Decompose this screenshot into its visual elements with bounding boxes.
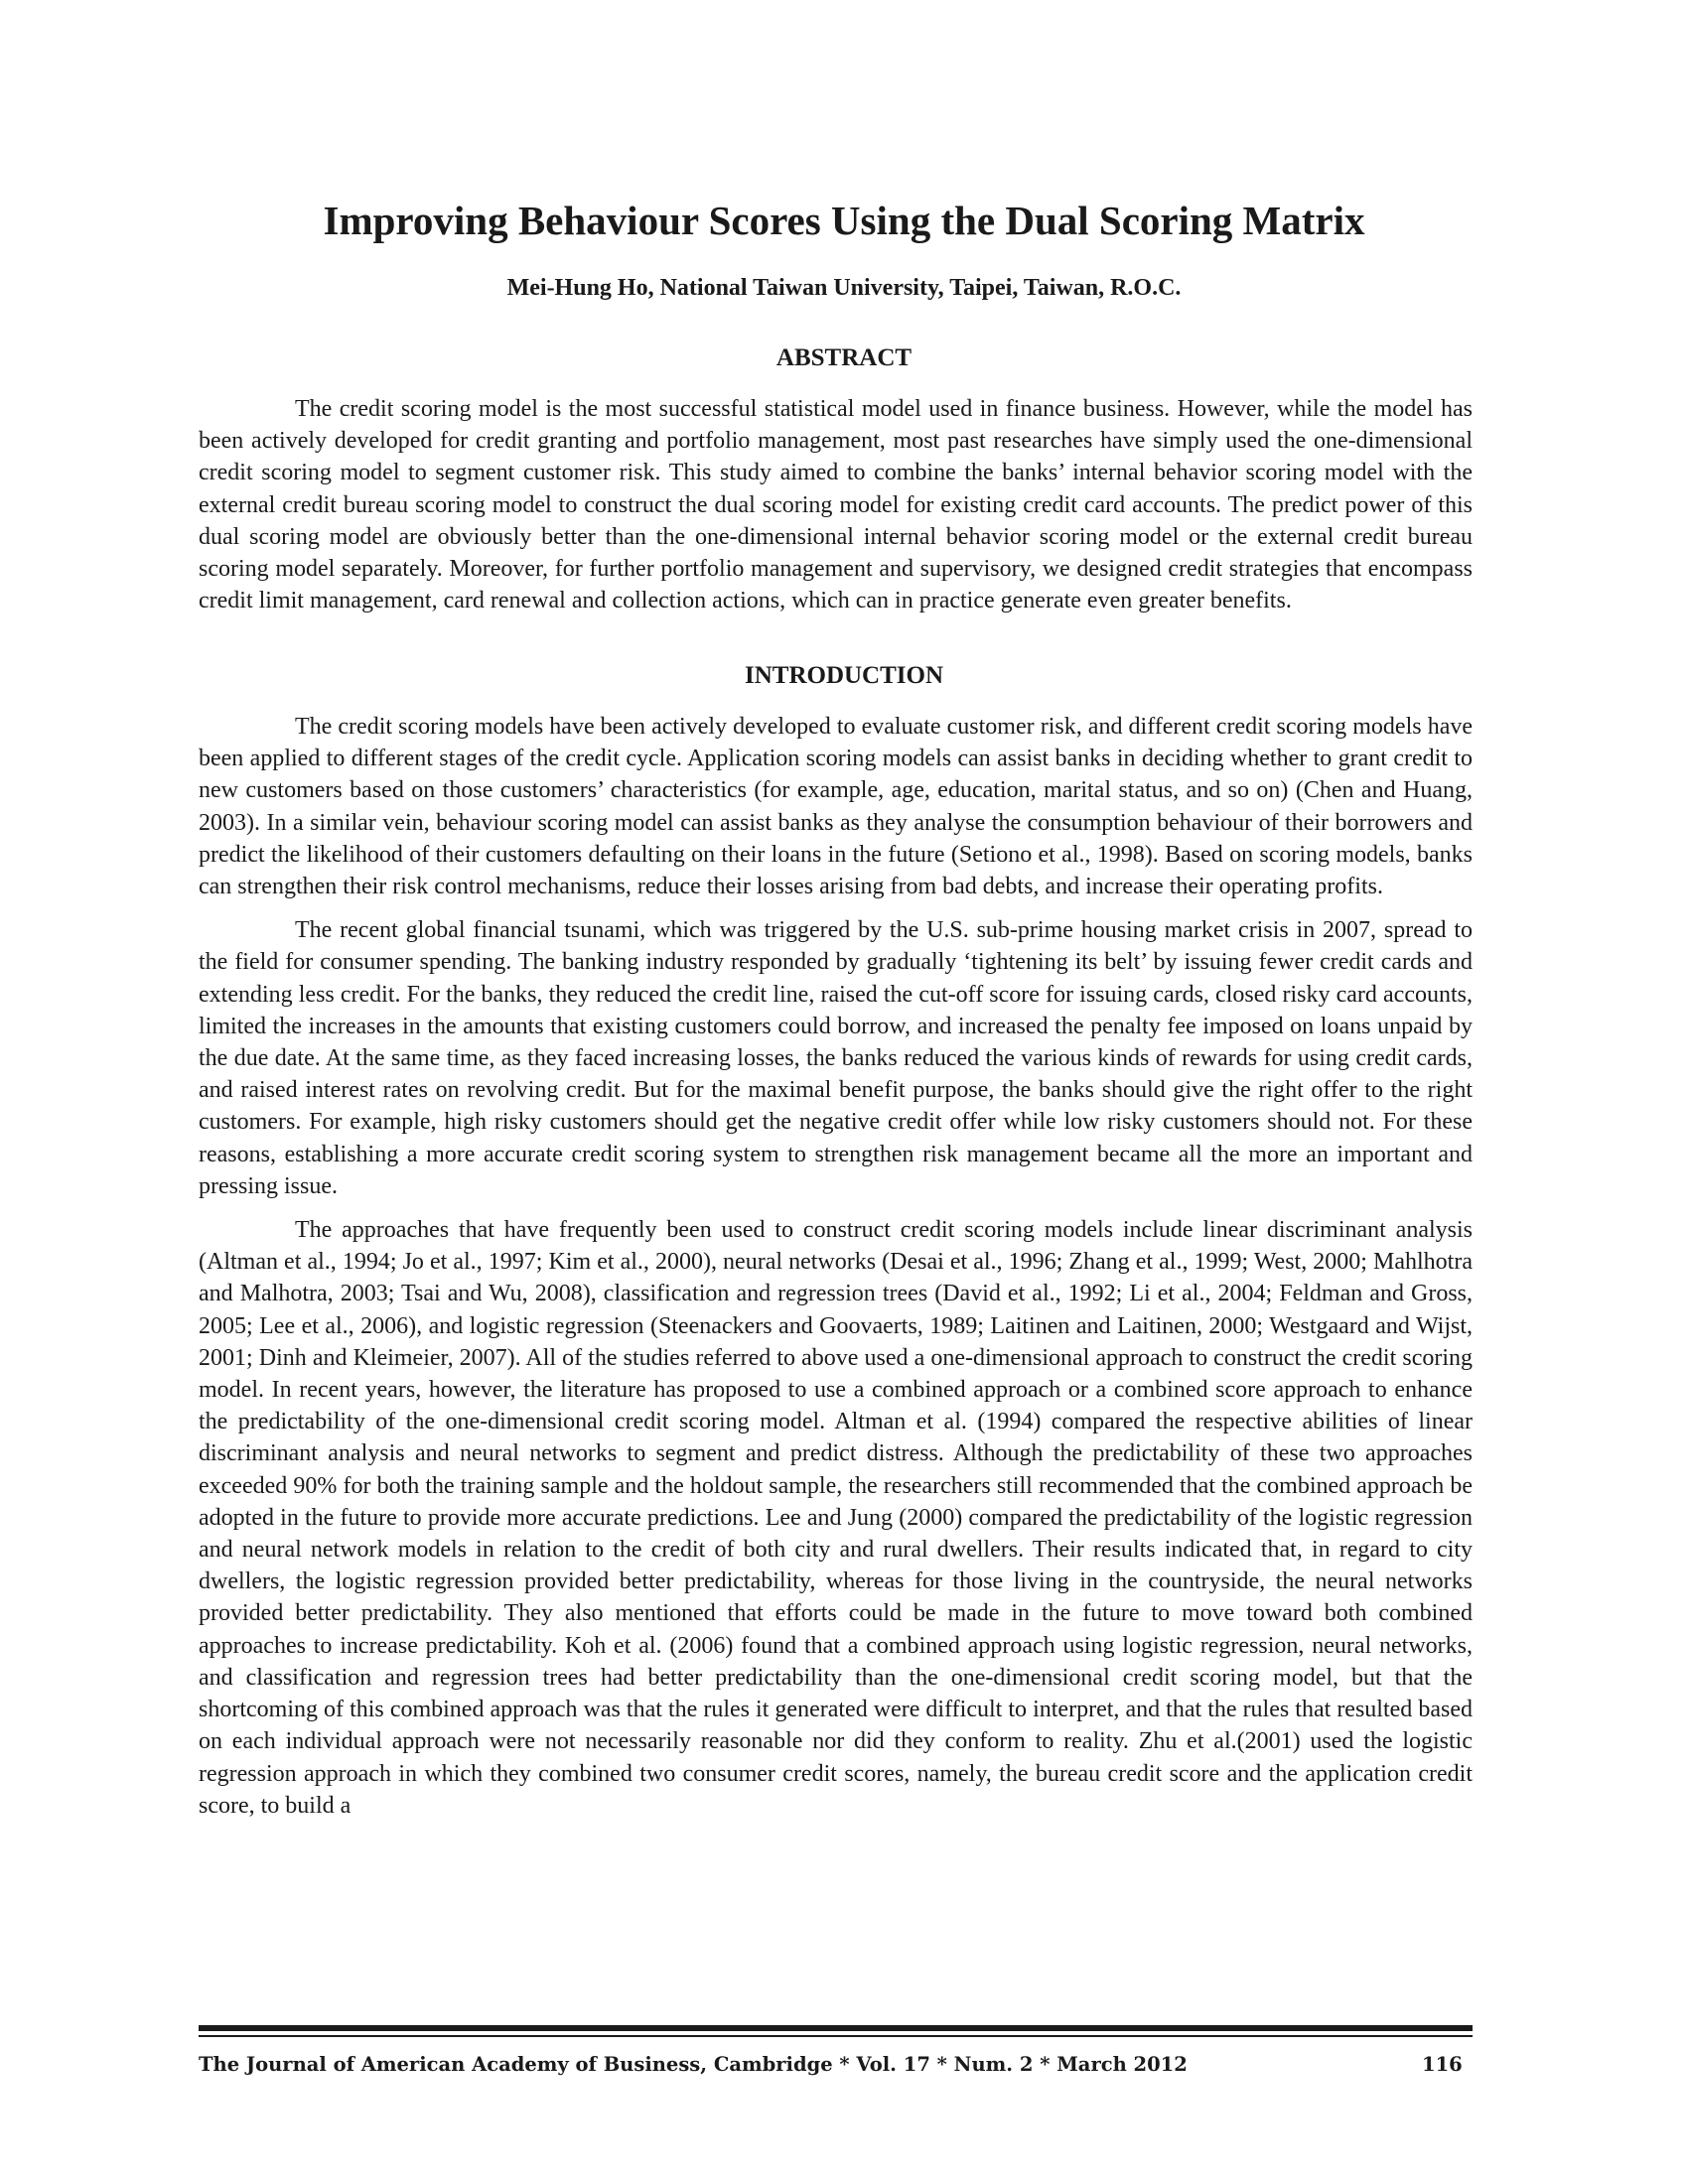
footer-rule-thick (199, 2025, 1473, 2031)
page-number: 116 (1422, 2053, 1463, 2076)
introduction-body (199, 711, 1473, 1834)
abstract-body (199, 393, 1473, 628)
footer-rule-thin (199, 2035, 1473, 2037)
paper-title: Improving Behaviour Scores Using the Dual Scoring Matrix (323, 198, 1365, 243)
introduction-paragraph-2: The recent global financial tsunami, which was triggered by the U.S. sub-prime housing market crisis in 2007, spread to the field for consumer spending. The banking industry responded by gradually ‘tightening its belt’ by issuing fewer credit cards and extending less credit. For the banks, they reduced the credit line, raised the cut-off score for issuing cards, closed risky card accounts, limited the increases in the amounts that existing customers could borrow, and increased the penalty fee imposed on loans unpaid by the due date. At the same time, as they faced increasing losses, the banks reduced the various kinds of rewards for using credit cards, and raised interest rates on revolving credit. But for the maximal benefit purpose, the banks should give the right offer to the right customers. For example, high risky customers should get the negative credit offer while low risky customers should not. For these reasons, establishing a more accurate credit scoring system to strengthen risk management became all the more an important and pressing issue. (199, 917, 1473, 1199)
abstract-heading: ABSTRACT (775, 344, 913, 371)
abstract-paragraph: The credit scoring model is the most successful statistical model used in finance business. However, while the model has been actively developed for credit granting and portfolio management, most past researches have simply used the one-dimensional credit scoring model to segment customer risk. This study aimed to combine the banks’ internal behavior scoring model with the external credit bureau scoring model to construct the dual scoring model for existing credit card accounts. The predict power of this dual scoring model are obviously better than the one-dimensional internal behavior scoring model or the external credit bureau scoring model separately. Moreover, for further portfolio management and supervisory, we designed credit strategies that encompass credit limit management, card renewal and collection actions, which can in practice generate even greater benefits. (199, 396, 1473, 614)
footer-journal-citation: The Journal of American Academy of Business, Cambridge * Vol. 17 * Num. 2 * March 2012 (199, 2053, 1188, 2076)
introduction-paragraph-3: The approaches that have frequently been used to construct credit scoring models include linear discriminant analysis (Altman et al., 1994; Jo et al., 1997; Kim et al., 2000), neural networks (Desai et al., 1996; Zhang et al., 1999; West, 2000; Mahlhotra and Malhotra, 2003; Tsai and Wu, 2008), classification and regression trees (David et al., 1992; Li et al., 2004; Feldman and Gross, 2005; Lee et al., 2006), and logistic regression (Steenackers and Goovaerts, 1989; Laitinen and Laitinen, 2000; Westgaard and Wijst, 2001; Dinh and Kleimeier, 2007). All of the studies referred to above used a one-dimensional approach to construct the credit scoring model. In recent years, however, the literature has proposed to use a combined approach or a combined score approach to enhance the predictability of the one-dimensional credit scoring model. Altman et al. (1994) compared the respective abilities of linear discriminant analysis and neural networks to segment and predict distress. Although the predictability of these two approaches exceeded 90% for both the training sample and the holdout sample, the researchers still recommended that the combined approach be adopted in the future to provide more accurate predictions. Lee and Jung (2000) compared the predictability of the logistic regression and neural network models in relation to the credit of both city and rural dwellers. Their results indicated that, in regard to city dwellers, the logistic regression provided better predictability, whereas for those living in the countryside, the neural networks provided better predictability. They also mentioned that efforts could be made in the future to move toward both combined approaches to increase predictability. Koh et al. (2006) found that a combined approach using logistic regression, neural networks, and classification and regression trees had better predictability than the one-dimensional credit scoring model, but that the shortcoming of this combined approach was that the rules it generated were difficult to interpret, and that the rules that resulted based on each individual approach were not necessarily reasonable nor did they conform to reality. Zhu et al.(2001) used the logistic regression approach in which they combined two consumer credit scores, namely, the bureau credit score and the application credit score, to build a (199, 1217, 1473, 1819)
introduction-heading: INTRODUCTION (744, 662, 944, 689)
introduction-paragraph-1: The credit scoring models have been actively developed to evaluate customer risk, and different credit scoring models have been applied to different stages of the credit cycle. Application scoring models can assist banks in deciding whether to grant credit to new customers based on those customers’ characteristics (for example, age, education, marital status, and so on) (Chen and Huang, 2003). In a similar vein, behaviour scoring model can assist banks as they analyse the consumption behaviour of their borrowers and predict the likelihood of their customers defaulting on their loans in the future (Setiono et al., 1998). Based on scoring models, banks can strengthen their risk control mechanisms, reduce their losses arising from bad debts, and increase their operating profits. (199, 714, 1473, 900)
author-affiliation: Mei-Hung Ho, National Taiwan University, Taipei, Taiwan, R.O.C. (506, 275, 1182, 301)
